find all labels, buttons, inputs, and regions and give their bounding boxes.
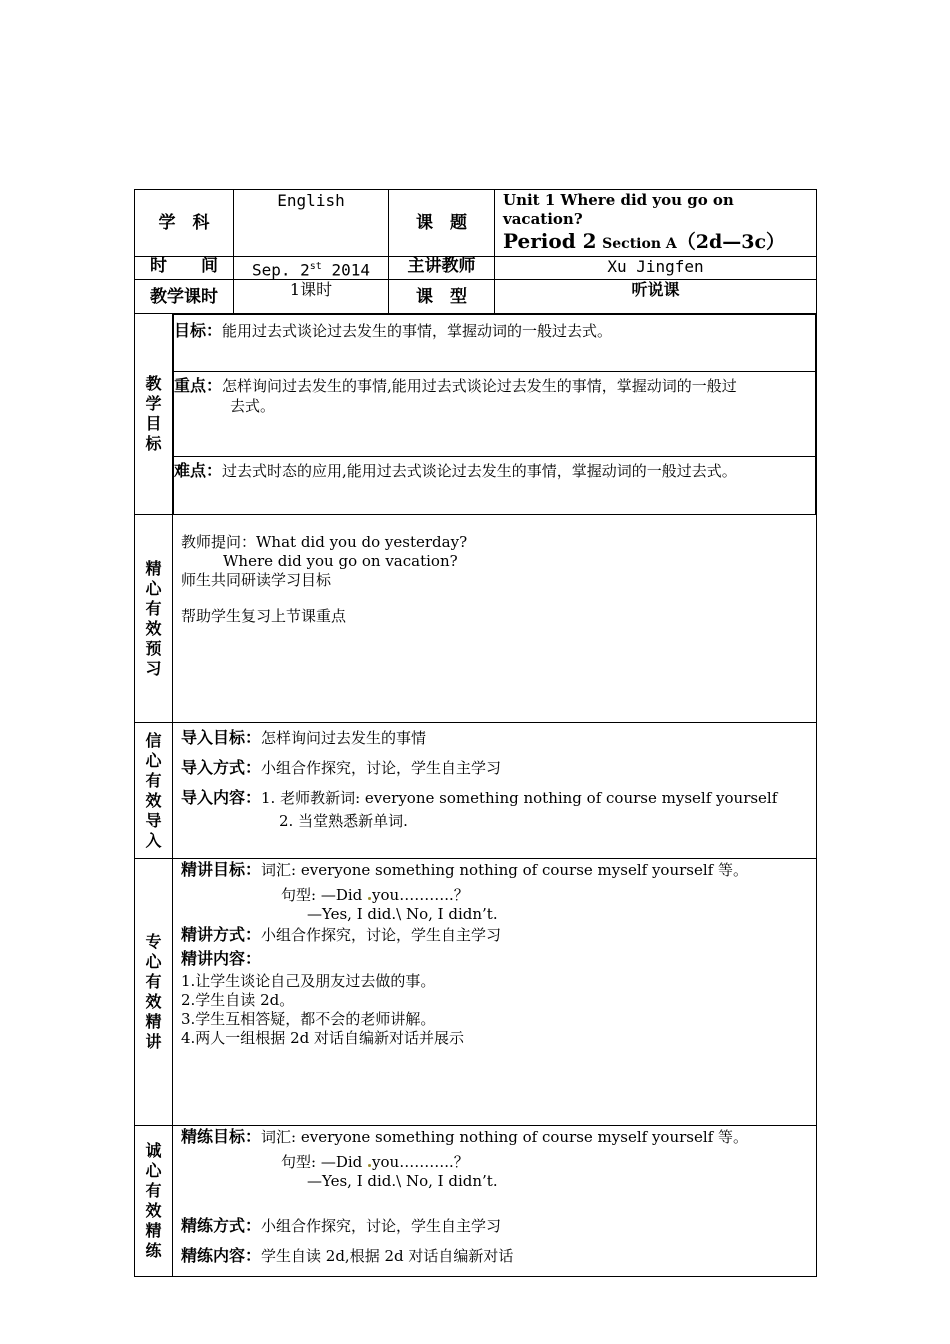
lecture-side-char: 有 (145, 972, 162, 992)
intro-goal-row (181, 723, 816, 753)
dot-mark (368, 897, 371, 900)
topic-period: Period 2 (503, 229, 597, 253)
time-value (234, 257, 389, 280)
practice-side-label (135, 1126, 173, 1277)
practice-side-char: 诚 (145, 1141, 162, 1161)
intro-method-row (181, 753, 816, 783)
goal-text: 能用过去式谈论过去发生的事情，掌握动词的一般过去式。 (222, 322, 613, 341)
practice-goal-text: 词汇: everyone something nothing of course myself yourself 等。 (261, 1128, 748, 1147)
lecture-content-label: 精讲内容： (181, 949, 262, 969)
goals-side-char: 目 (145, 414, 162, 434)
preview-line-4: 帮助学生复习上节课重点 (181, 607, 347, 626)
topic-range: （2d—3c） (676, 231, 786, 253)
practice-pattern-a: —Yes, I did.\ No, I didn’t. (307, 1172, 498, 1191)
goals-inner-table (173, 314, 816, 514)
topic-label: 课 题 (389, 190, 495, 257)
topic-cell (495, 190, 817, 257)
lecture-goal-row (181, 859, 816, 881)
preview-side-char: 习 (145, 658, 162, 678)
preview-side-label (135, 515, 173, 723)
intro-goal-text: 怎样询问过去发生的事情 (261, 729, 427, 748)
key-text-1: 怎样询问过去发生的事情,能用过去式谈论过去发生的事情，掌握动词的一般过 (222, 377, 737, 396)
time-value-sup: st (309, 261, 322, 272)
dot-mark (368, 1164, 371, 1167)
lecture-side-label (135, 859, 173, 1126)
difficult-row (174, 457, 816, 514)
practice-side-char: 练 (145, 1241, 162, 1261)
lecture-method-label: 精讲方式： (181, 925, 262, 945)
preview-content (173, 515, 817, 723)
lecture-goal-text: 词汇: everyone something nothing of course myself yourself 等。 (261, 861, 748, 880)
intro-content-item-2: 2. 当堂熟悉新单词. (279, 812, 408, 831)
practice-goal-row (181, 1126, 816, 1148)
teacher-value: Xu Jingfen (495, 257, 817, 280)
preview-side-char: 心 (145, 578, 162, 598)
difficult-label: 难点： (174, 461, 223, 481)
practice-pattern-q-pre: 句型: —Did (281, 1153, 368, 1172)
practice-side-char: 心 (145, 1161, 162, 1181)
intro-side-label (135, 723, 173, 859)
type-value: 听说课 (495, 280, 817, 314)
lecture-item: 1.让学生谈论自己及朋友过去做的事。 (181, 972, 436, 991)
lecture-method-text: 小组合作探究，讨论，学生自主学习 (261, 926, 502, 945)
lecture-side-char: 效 (145, 992, 162, 1012)
practice-goal-label: 精练目标： (181, 1127, 262, 1147)
topic-section: Section A (602, 236, 677, 252)
topic-line2 (503, 229, 816, 256)
practice-side-char: 有 (145, 1181, 162, 1201)
intro-content-label: 导入内容： (181, 788, 262, 808)
lecture-pattern-q-post: you………..？ (372, 886, 469, 905)
preview-side-char: 预 (145, 638, 162, 658)
type-label: 课 型 (389, 280, 495, 314)
key-row (174, 372, 816, 457)
goal-label: 目标： (174, 321, 223, 341)
preview-side-char: 效 (145, 618, 162, 638)
intro-method-text: 小组合作探究，讨论，学生自主学习 (261, 759, 502, 778)
practice-side-char: 精 (145, 1221, 162, 1241)
intro-side-char: 心 (145, 750, 162, 770)
practice-content-text: 学生自读 2d,根据 2d 对话自编新对话 (261, 1247, 514, 1266)
lecture-pattern-a: —Yes, I did.\ No, I didn’t. (307, 905, 498, 924)
lecture-item: 3.学生互相答疑，都不会的老师讲解。 (181, 1010, 436, 1029)
lecture-content (173, 859, 817, 1126)
lecture-item: 4.两人一组根据 2d 对话自编新对话并展示 (181, 1029, 464, 1048)
preview-side-char: 有 (145, 598, 162, 618)
time-label: 时 间 (135, 257, 234, 280)
intro-side-char: 入 (145, 830, 162, 850)
practice-content (173, 1126, 817, 1277)
goal-row (174, 315, 816, 372)
subject-value: English (234, 190, 389, 257)
key-text-2: 去式。 (230, 397, 276, 416)
practice-side-char: 效 (145, 1201, 162, 1221)
practice-pattern-q-post: you………..？ (372, 1153, 469, 1172)
teacher-label: 主讲教师 (389, 257, 495, 280)
practice-pattern-q (181, 1153, 816, 1172)
lecture-pattern-q-pre: 句型: —Did (281, 886, 368, 905)
goals-content (173, 314, 817, 515)
intro-side-char: 有 (145, 770, 162, 790)
practice-content-label: 精练内容： (181, 1246, 262, 1266)
practice-content-row (181, 1241, 816, 1271)
lecture-side-char: 心 (145, 952, 162, 972)
preview-question-2: Where did you go on vacation? (223, 552, 458, 571)
goals-side-char: 教 (145, 374, 162, 394)
time-value-year: 2014 (321, 260, 370, 280)
lecture-side-char: 精 (145, 1012, 162, 1032)
intro-side-char: 效 (145, 790, 162, 810)
intro-content-item-1: 1. 老师教新词: everyone something nothing of course myself yourself (261, 789, 778, 808)
preview-question-1: 教师提问：What did you do yesterday? (181, 533, 468, 552)
lecture-pattern-q (181, 886, 816, 905)
lecture-method-row (181, 924, 816, 946)
topic-line1: Unit 1 Where did you go on vacation? (503, 191, 734, 228)
preview-side-char: 精 (145, 558, 162, 578)
hours-label: 教学课时 (135, 280, 234, 314)
goals-side-char: 标 (145, 434, 162, 454)
subject-label: 学 科 (135, 190, 234, 257)
lecture-side-char: 专 (145, 932, 162, 952)
goals-side-char: 学 (145, 394, 162, 414)
intro-goal-label: 导入目标： (181, 728, 262, 748)
practice-method-label: 精练方式： (181, 1216, 262, 1236)
intro-side-char: 信 (145, 730, 162, 750)
intro-content-row (181, 783, 816, 813)
time-value-main: Sep. 2 (251, 260, 310, 280)
key-label: 重点： (174, 376, 223, 396)
practice-method-row (181, 1211, 816, 1241)
difficult-text: 过去式时态的应用,能用过去式谈论过去发生的事情，掌握动词的一般过去式。 (222, 462, 737, 481)
intro-content (173, 723, 817, 859)
lesson-plan-table (134, 189, 817, 1277)
lecture-side-char: 讲 (145, 1032, 162, 1052)
practice-method-text: 小组合作探究，讨论，学生自主学习 (261, 1217, 502, 1236)
lecture-goal-label: 精讲目标： (181, 860, 262, 880)
intro-method-label: 导入方式： (181, 758, 262, 778)
intro-side-char: 导 (145, 810, 162, 830)
preview-line-3: 师生共同研读学习目标 (181, 571, 332, 590)
hours-value: 1课时 (234, 280, 389, 314)
lecture-item: 2.学生自读 2d。 (181, 991, 295, 1010)
goals-side-label (135, 314, 173, 515)
